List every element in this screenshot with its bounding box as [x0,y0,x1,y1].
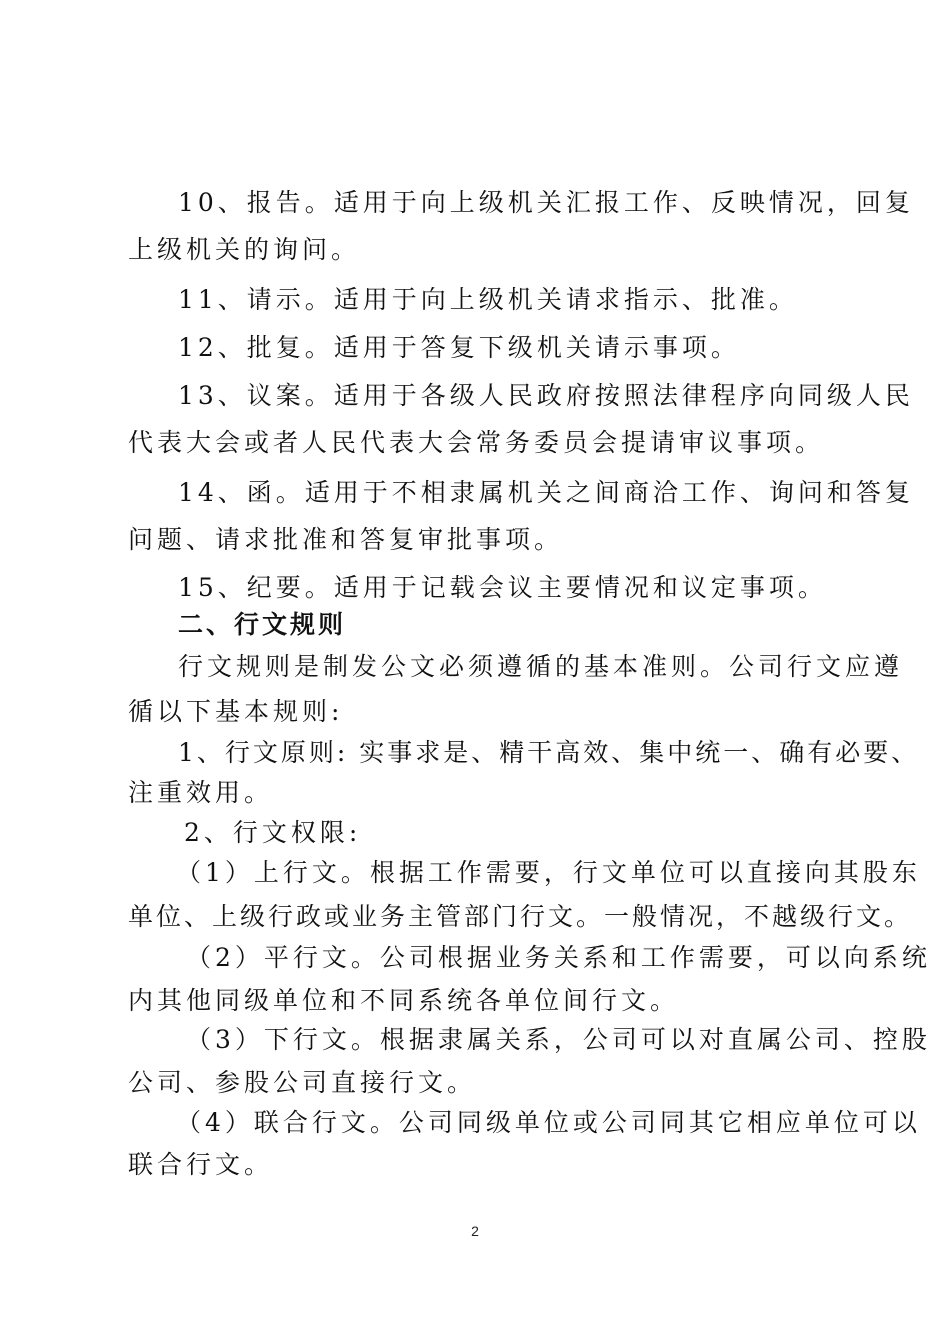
text-line-upward: （1）上行文。根据工作需要，行文单位可以直接向其股东 [176,858,921,887]
page-number: 2 [471,1223,479,1239]
text-line-item-15: 15、纪要。适用于记载会议主要情况和议定事项。 [178,573,827,602]
text-line-upward-cont: 单位、上级行政或业务主管部门行文。一般情况，不越级行文。 [128,902,913,931]
text-line-parallel-cont: 内其他同级单位和不同系统各单位间行文。 [128,986,680,1015]
text-line-item-10-cont: 上级机关的询问。 [128,235,361,264]
text-line-joint-cont: 联合行文。 [128,1150,274,1179]
text-line-item-14-cont: 问题、请求批准和答复审批事项。 [128,525,564,554]
text-line-intro-cont: 循以下基本规则: [128,697,344,726]
text-line-rule-1-cont: 注重效用。 [128,778,274,807]
text-line-item-14: 14、函。适用于不相隶属机关之间商洽工作、询问和答复 [178,478,914,507]
text-line-rule-1: 1、行文原则: 实事求是、精干高效、集中统一、确有必要、 [178,738,920,767]
text-line-item-11: 11、请示。适用于向上级机关请求指示、批准。 [178,285,798,314]
text-line-downward: （3）下行文。根据隶属关系，公司可以对直属公司、控股 [186,1025,931,1054]
text-line-parallel: （2）平行文。公司根据业务关系和工作需要，可以向系统 [186,943,931,972]
text-line-item-13: 13、议案。适用于各级人民政府按照法律程序向同级人民 [178,381,914,410]
text-line-intro: 行文规则是制发公文必须遵循的基本准则。公司行文应遵 [178,652,904,681]
text-line-item-13-cont: 代表大会或者人民代表大会常务委员会提请审议事项。 [128,428,825,457]
section-heading: 二、行文规则 [178,610,347,639]
text-line-item-10: 10、报告。适用于向上级机关汇报工作、反映情况，回复 [178,188,914,217]
text-line-rule-2: 2、行文权限: [184,818,362,847]
text-line-item-12: 12、批复。适用于答复下级机关请示事项。 [178,333,740,362]
text-line-downward-cont: 公司、参股公司直接行文。 [128,1068,477,1097]
text-line-joint: （4）联合行文。公司同级单位或公司同其它相应单位可以 [176,1108,921,1137]
